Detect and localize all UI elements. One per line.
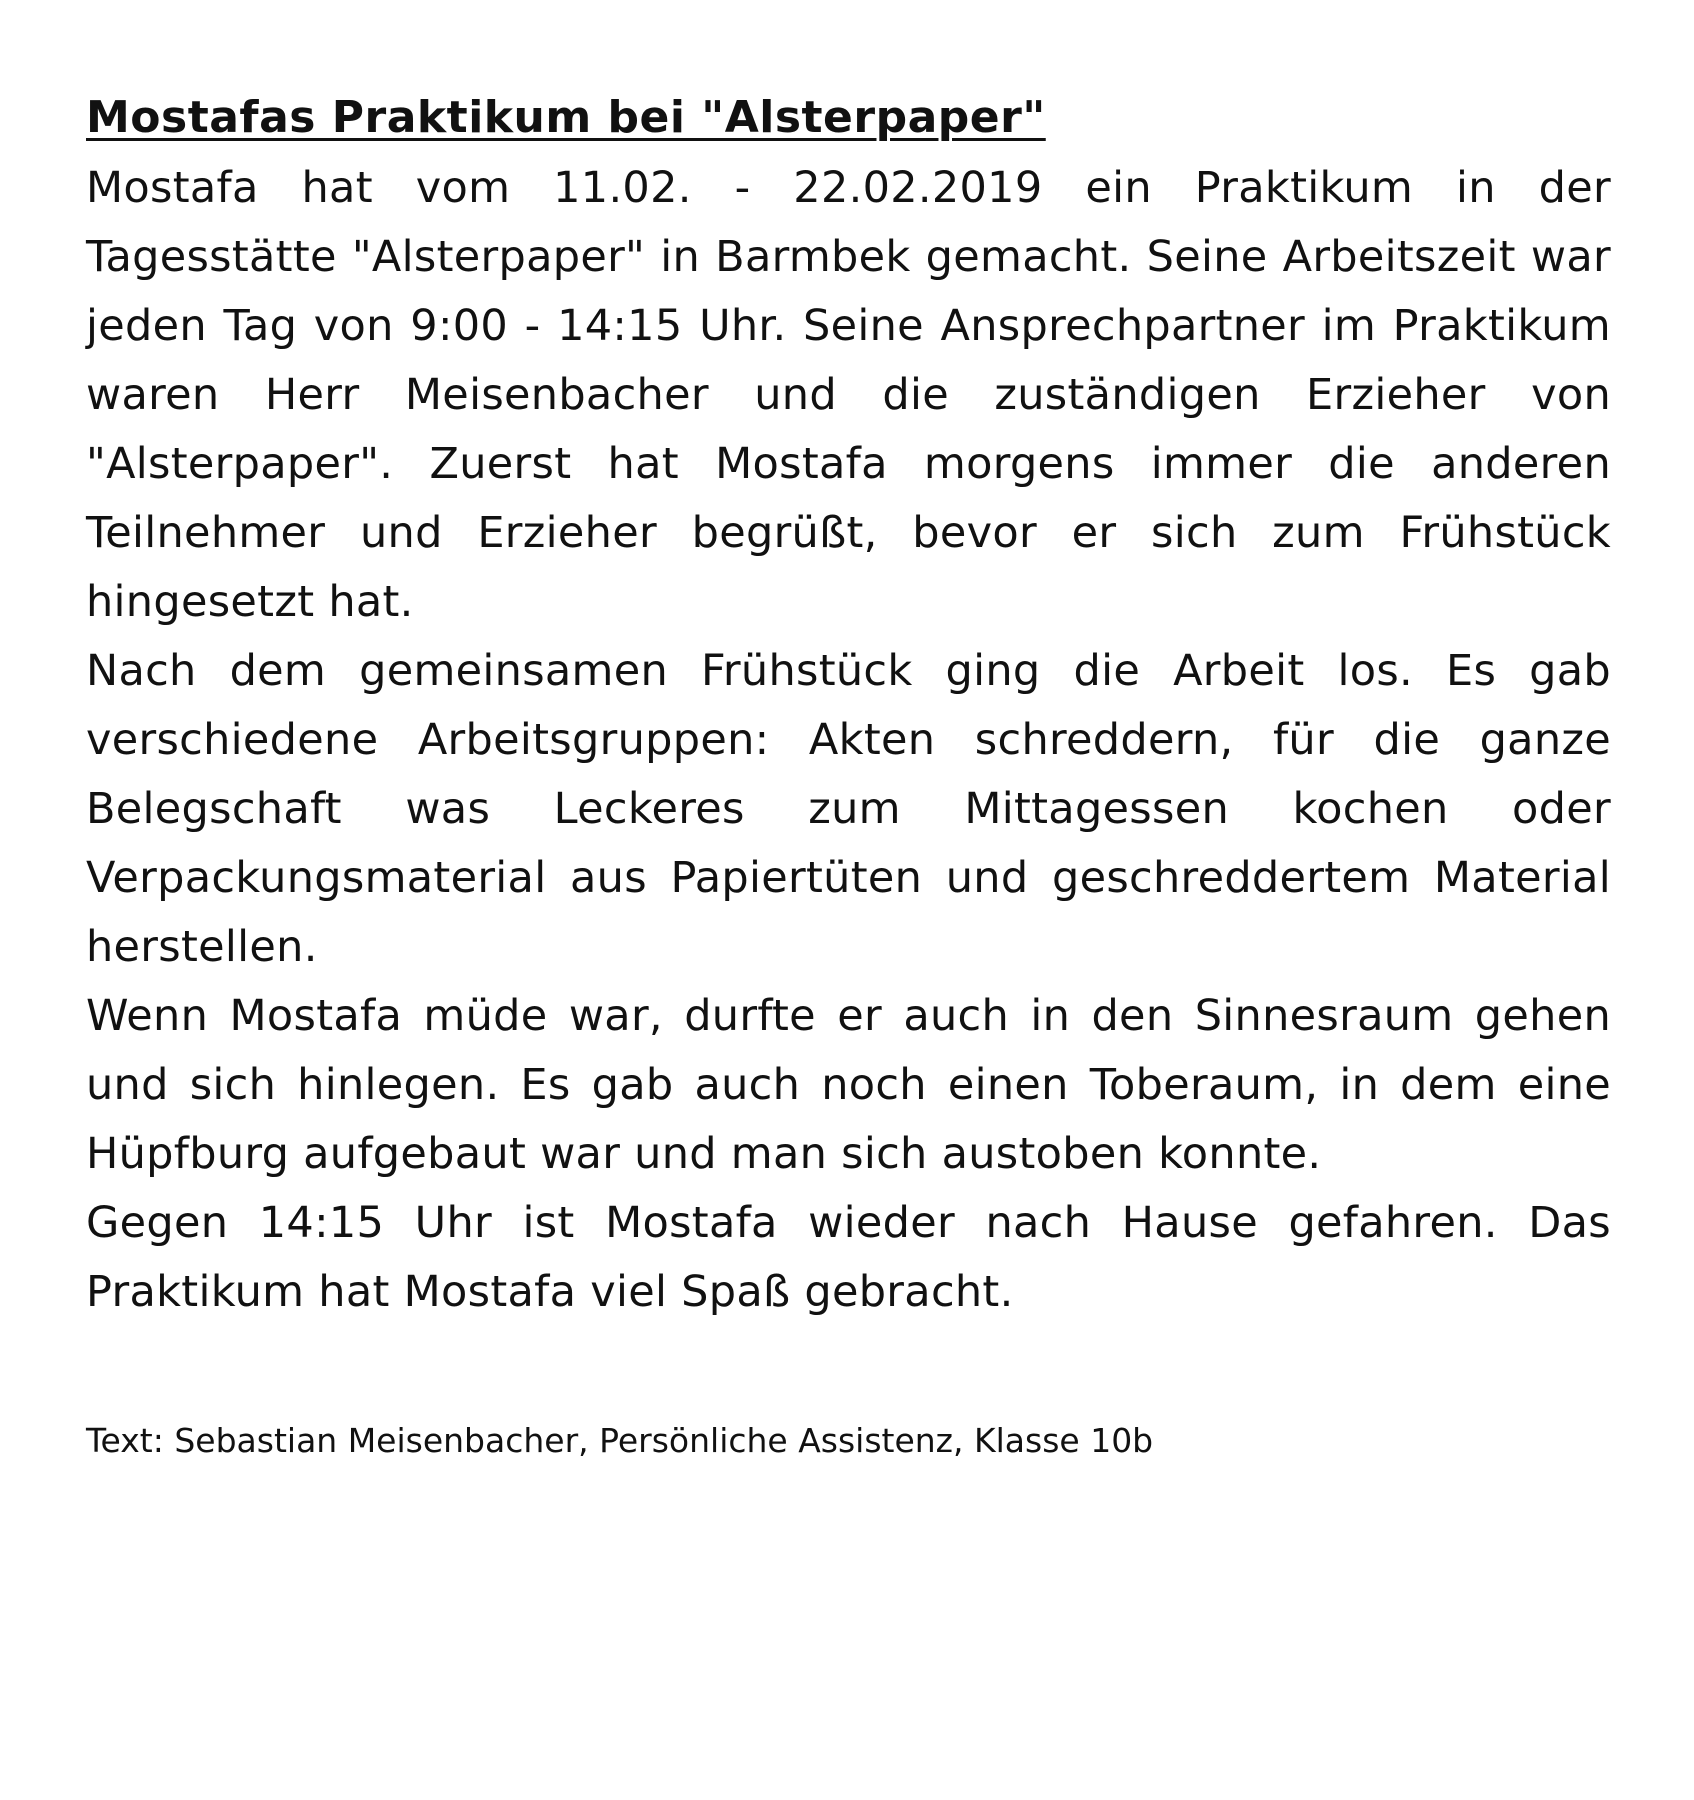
author-credit: Text: Sebastian Meisenbacher, Persönliche Assistenz, Klasse 10b [86,1421,1154,1460]
article-title: Mostafas Praktikum bei "Alsterpaper" [86,92,1046,143]
paragraph-work: Nach dem gemeinsamen Frühstück ging die Arbeit los. Es gab verschiedene Arbeitsgruppen: Akten schreddern, für die ganze Belegschaft was Leckeres zum Mittagessen kochen oder Verpackungsmaterial aus Papiertüten und geschreddertem Material herstellen. [86,646,1611,972]
document-page [86,90,1611,1463]
paragraph-rooms: Wenn Mostafa müde war, durfte er auch in den Sinnesraum gehen und sich hinlegen. Es gab auch noch einen Toberaum, in dem eine Hüpfburg aufgebaut war und man sich austoben konnte. [86,991,1611,1179]
paragraph-intro: Mostafa hat vom 11.02. - 22.02.2019 ein Praktikum in der Tagesstätte "Alsterpaper" in Barmbek gemacht. Seine Arbeitszeit war jeden Tag von 9:00 - 14:15 Uhr. Seine Ansprechpartner im Praktikum waren Herr Meisenbacher und die zuständigen Erzieher von "Alsterpaper". Zuerst hat Mostafa morgens immer die anderen Teilnehmer und Erzieher begrüßt, bevor er sich zum Frühstück hingesetzt hat. [86,163,1611,627]
paragraph-closing: Gegen 14:15 Uhr ist Mostafa wieder nach Hause gefahren. Das Praktikum hat Mostafa viel Spaß gebracht. [86,1198,1611,1317]
